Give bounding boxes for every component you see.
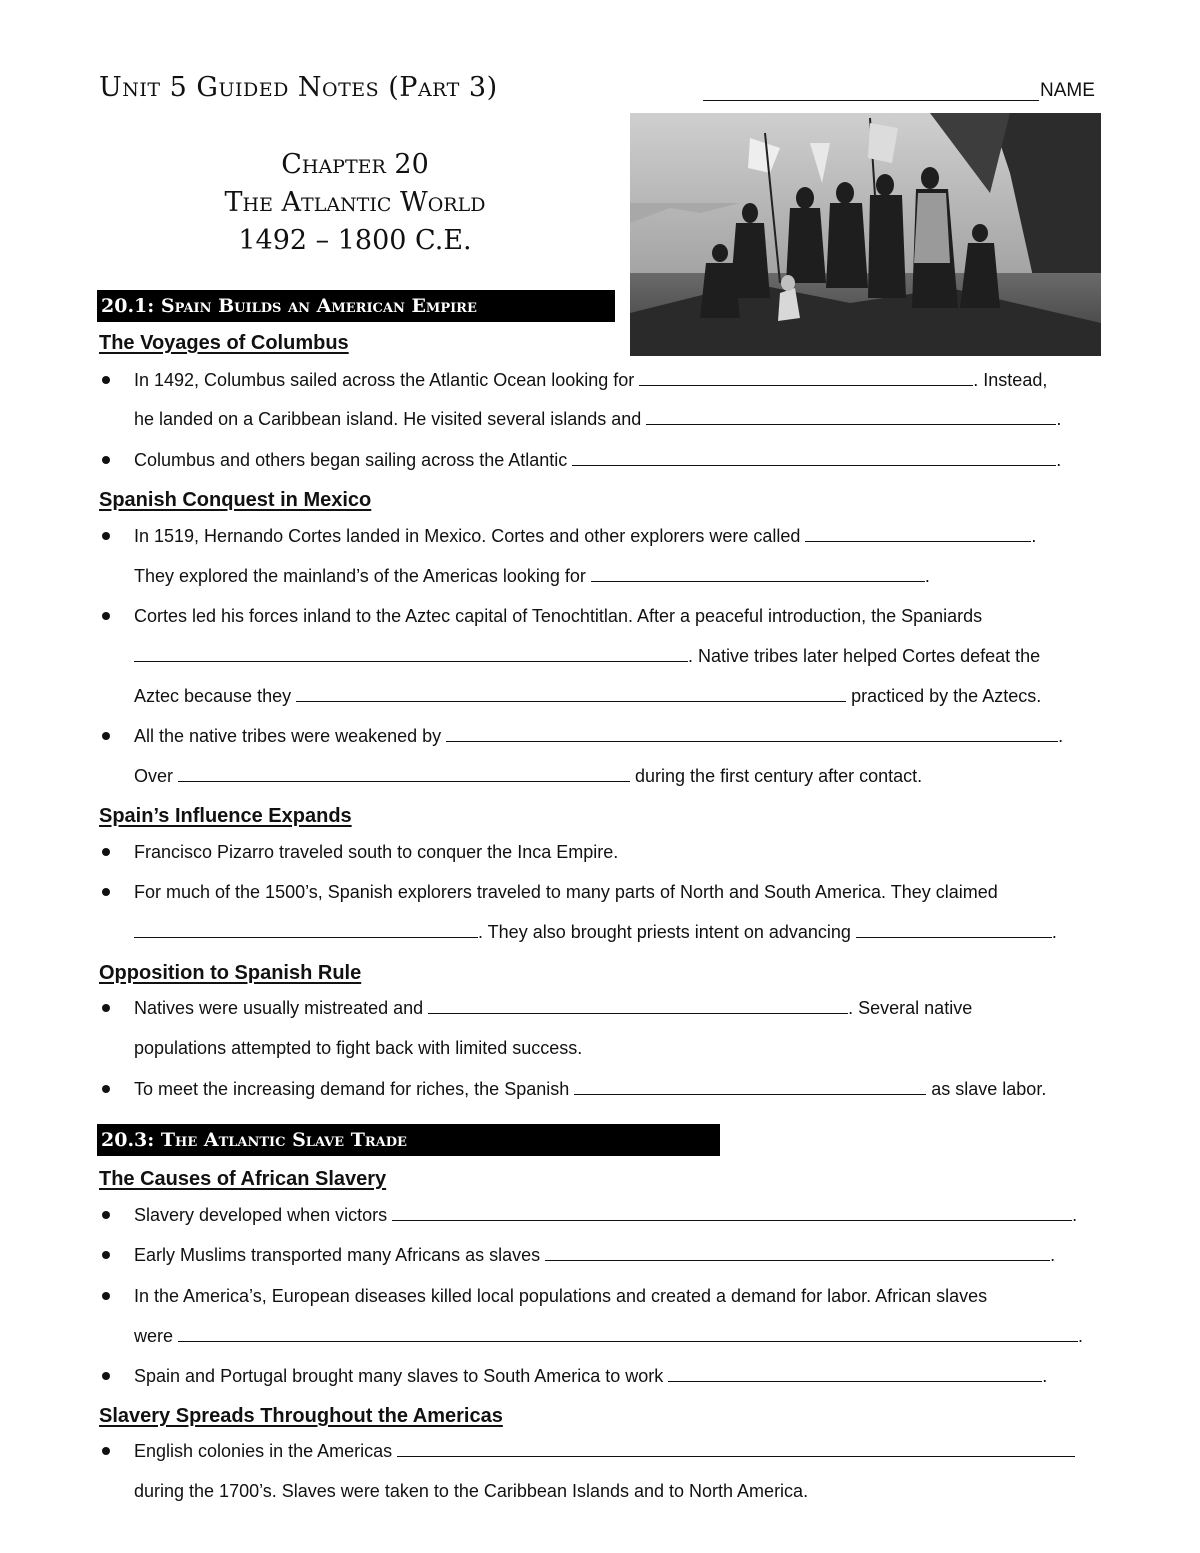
note-line	[134, 643, 1040, 669]
note-text: during the first century after contact.	[630, 766, 923, 786]
note-text: In 1519, Hernando Cortes landed in Mexico. Cortes and other explorers were called	[134, 526, 806, 546]
fill-in-blank[interactable]	[296, 683, 846, 702]
chapter-dates: 1492 – 1800 C.E.	[238, 225, 472, 256]
note-text: .	[1078, 1326, 1084, 1346]
note-text: Spain and Portugal brought many slaves to South America to work	[134, 1366, 669, 1386]
note-text: Over	[134, 766, 179, 786]
bullet	[102, 732, 110, 740]
bullet	[102, 532, 110, 540]
fill-in-blank[interactable]	[178, 763, 630, 782]
note-text: They explored the mainland’s of the Americas looking for	[134, 566, 591, 586]
note-text: Early Muslims transported many Africans as slaves	[134, 1245, 546, 1265]
note-text: .	[924, 566, 930, 586]
note-text: In 1492, Columbus sailed across the Atlantic Ocean looking for	[134, 370, 640, 390]
fill-in-blank[interactable]	[446, 723, 1058, 742]
note-line	[134, 995, 972, 1021]
note-line: In the America’s, European diseases killed local populations and created a demand for labor. African slaves	[134, 1286, 988, 1306]
chapter-number: Chapter 20	[281, 149, 429, 180]
name-blank[interactable]	[703, 100, 1039, 101]
section-banner-20-1: 20.1: Spain Builds an American Empire	[97, 290, 615, 322]
fill-in-blank[interactable]	[639, 367, 973, 386]
bullet	[102, 1251, 110, 1259]
note-text: .	[1056, 409, 1062, 429]
fill-in-blank[interactable]	[646, 406, 1056, 425]
section-banner-20-3: 20.3: The Atlantic Slave Trade	[97, 1124, 720, 1156]
bullet	[102, 456, 110, 464]
heading-causes-of-african-slavery: The Causes of African Slavery	[99, 1168, 387, 1190]
note-line	[134, 447, 1061, 473]
note-line	[134, 563, 930, 589]
note-line	[134, 1202, 1077, 1228]
heading-spains-influence-expands: Spain’s Influence Expands	[99, 805, 352, 827]
heading-spanish-conquest-in-mexico: Spanish Conquest in Mexico	[99, 489, 372, 511]
fill-in-blank[interactable]	[668, 1363, 1042, 1382]
note-text: .	[1072, 1205, 1078, 1225]
bullet	[102, 888, 110, 896]
fill-in-blank[interactable]	[397, 1438, 1075, 1457]
columbus-landing-painting	[630, 113, 1101, 356]
fill-in-blank[interactable]	[428, 995, 848, 1014]
note-line	[134, 1242, 1055, 1268]
bullet	[102, 1447, 110, 1455]
fill-in-blank[interactable]	[805, 523, 1031, 542]
bullet	[102, 848, 110, 856]
note-text: To meet the increasing demand for riches, the Spanish	[134, 1079, 575, 1099]
bullet	[102, 1085, 110, 1093]
fill-in-blank[interactable]	[545, 1242, 1050, 1261]
note-text: Natives were usually mistreated and	[134, 998, 429, 1018]
bullet	[102, 376, 110, 384]
note-text: English colonies in the Americas	[134, 1441, 398, 1461]
note-line	[134, 406, 1061, 432]
fill-in-blank[interactable]	[392, 1202, 1072, 1221]
note-line	[134, 763, 922, 789]
fill-in-blank[interactable]	[134, 919, 478, 938]
note-text: . Several native	[848, 998, 973, 1018]
note-line	[134, 523, 1036, 549]
note-line: during the 1700’s. Slaves were taken to the Caribbean Islands and to North America.	[134, 1481, 809, 1501]
bullet	[102, 1211, 110, 1219]
chapter-heading	[100, 146, 610, 260]
note-text: .	[1056, 450, 1062, 470]
fill-in-blank[interactable]	[574, 1076, 926, 1095]
heading-voyages-of-columbus: The Voyages of Columbus	[99, 332, 349, 354]
bullet	[102, 1292, 110, 1300]
note-text: Slavery developed when victors	[134, 1205, 393, 1225]
note-text: .	[1031, 526, 1037, 546]
name-label: NAME	[1040, 80, 1095, 101]
note-text: . They also brought priests intent on advancing	[478, 922, 856, 942]
note-text: practiced by the Aztecs.	[846, 686, 1042, 706]
note-line	[134, 683, 1041, 709]
note-text: Columbus and others began sailing across the Atlantic	[134, 450, 573, 470]
heading-opposition-to-spanish-rule: Opposition to Spanish Rule	[99, 962, 362, 984]
fill-in-blank[interactable]	[572, 447, 1056, 466]
note-text: Aztec because they	[134, 686, 297, 706]
fill-in-blank[interactable]	[134, 643, 688, 662]
fill-in-blank[interactable]	[591, 563, 925, 582]
note-line	[134, 1323, 1083, 1349]
note-line	[134, 919, 1057, 945]
note-line	[134, 1438, 1075, 1464]
bullet	[102, 612, 110, 620]
note-line: populations attempted to fight back with limited success.	[134, 1038, 583, 1058]
note-line	[134, 723, 1063, 749]
note-text: . Instead,	[973, 370, 1048, 390]
note-line: For much of the 1500’s, Spanish explorers traveled to many parts of North and South America. They claimed	[134, 882, 998, 902]
note-text: . Native tribes later helped Cortes defeat the	[688, 646, 1041, 666]
note-text: .	[1042, 1366, 1048, 1386]
note-line: Cortes led his forces inland to the Aztec capital of Tenochtitlan. After a peaceful introduction, the Spaniards	[134, 606, 983, 626]
note-text: .	[1050, 1245, 1056, 1265]
note-line	[134, 1076, 1046, 1102]
chapter-title: The Atlantic World	[224, 187, 486, 218]
note-text: All the native tribes were weakened by	[134, 726, 447, 746]
note-text: .	[1058, 726, 1064, 746]
fill-in-blank[interactable]	[178, 1323, 1078, 1342]
note-text: he landed on a Caribbean island. He visited several islands and	[134, 409, 647, 429]
bullet	[102, 1372, 110, 1380]
note-text: as slave labor.	[926, 1079, 1047, 1099]
note-line	[134, 1363, 1047, 1389]
note-text: were	[134, 1326, 179, 1346]
note-line: Francisco Pizarro traveled south to conquer the Inca Empire.	[134, 842, 619, 862]
note-line	[134, 367, 1047, 393]
heading-slavery-spreads: Slavery Spreads Throughout the Americas	[99, 1405, 503, 1427]
document-title: Unit 5 Guided Notes (Part 3)	[99, 72, 498, 103]
note-text: .	[1051, 922, 1057, 942]
bullet	[102, 1004, 110, 1012]
fill-in-blank[interactable]	[856, 919, 1052, 938]
